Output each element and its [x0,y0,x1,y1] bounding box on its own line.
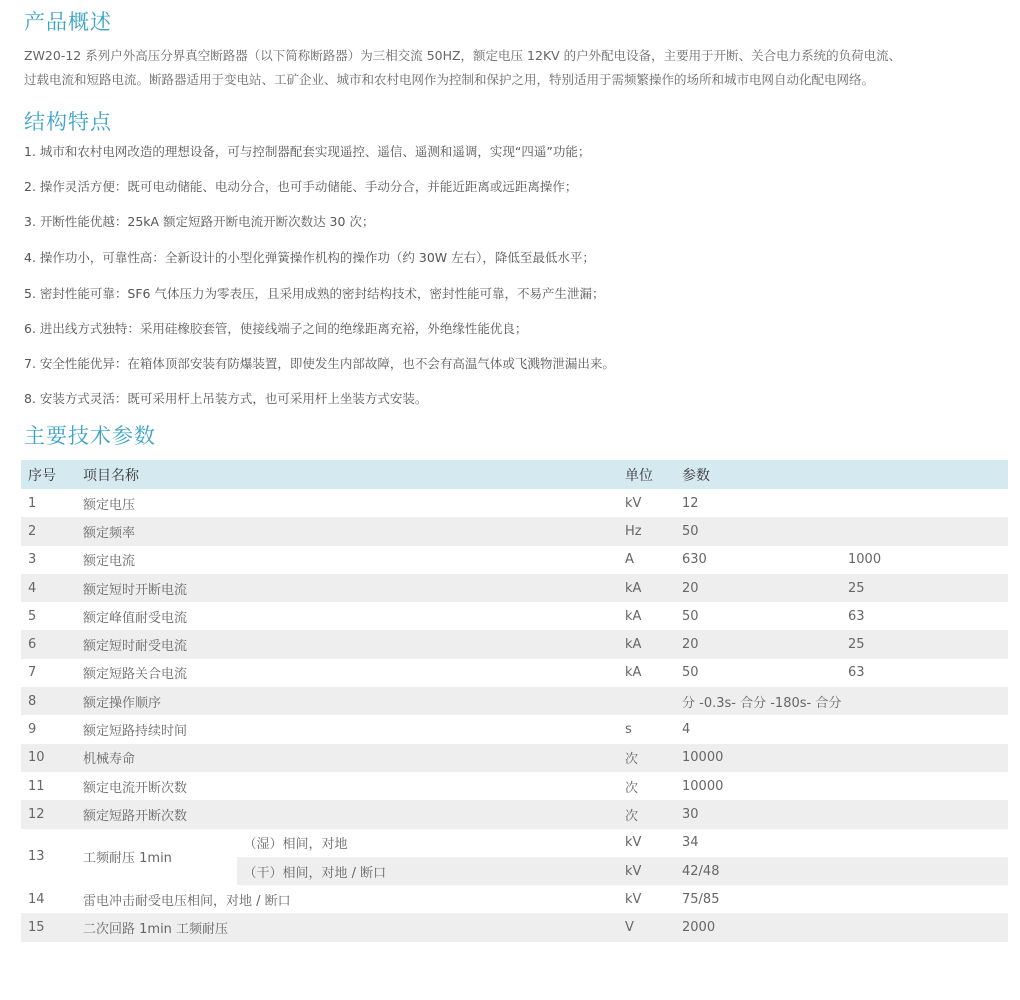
cell-unit [618,687,675,715]
cell-value-2: 1000 [841,546,1008,574]
cell-value: 630 [675,546,841,574]
cell-name: 额定峰值耐受电流 [76,602,618,630]
cell-unit: kV [618,885,675,913]
feature-item-2: 2. 操作灵活方便：既可电动储能、电动分合，也可手动储能、手动分合，并能近距离或远距离操作； [24,179,578,194]
header-name: 项目名称 [76,460,618,489]
cell-name: 额定短路持续时间 [76,715,618,743]
table-row [21,687,1008,715]
section-title-features: 结构特点 [24,110,112,134]
cell-name: 额定电流开断次数 [76,772,618,800]
cell-unit: kA [618,602,675,630]
table-row [21,602,1008,630]
cell-value: 分 -0.3s- 合分 -180s- 合分 [675,687,1008,715]
cell-unit: 次 [618,772,675,800]
cell-unit: kV [618,857,675,885]
cell-value: 50 [675,659,841,687]
header-unit: 单位 [618,460,675,489]
cell-name: 额定短路开断次数 [76,800,618,828]
cell-unit: A [618,546,675,574]
cell-value: 50 [675,517,841,545]
cell-no: 7 [21,659,76,687]
cell-name: 机械寿命 [76,744,618,772]
cell-value-2: 25 [841,630,1008,658]
table-header-row [21,460,1008,489]
cell-no: 10 [21,744,76,772]
cell-no: 4 [21,574,76,602]
cell-value-2 [841,744,1008,772]
cell-condition: （干）相间，对地 / 断口 [236,857,618,885]
table-row [21,800,1008,828]
cell-name: 工频耐压 1min [76,829,236,886]
cell-unit: s [618,715,675,743]
table-row [21,517,1008,545]
cell-value: 20 [675,630,841,658]
cell-no: 8 [21,687,76,715]
table-row [21,885,1008,913]
cell-value: 30 [675,800,841,828]
cell-unit: 次 [618,800,675,828]
cell-value: 42/48 [675,857,1008,885]
cell-no: 14 [21,885,76,913]
params-table [21,460,1008,942]
feature-item-3: 3. 开断性能优越：25kA 额定短路开断电流开断次数达 30 次； [24,214,375,229]
header-no: 序号 [21,460,76,489]
cell-value-2 [841,517,1008,545]
cell-condition: （湿）相间，对地 [236,829,618,857]
cell-value: 50 [675,602,841,630]
cell-unit: kA [618,574,675,602]
cell-no: 13 [21,829,76,886]
cell-unit: kV [618,829,675,857]
cell-value-2 [841,715,1008,743]
table-row [21,630,1008,658]
header-value: 参数 [675,460,1008,489]
cell-no: 1 [21,489,76,517]
cell-value-2: 63 [841,659,1008,687]
cell-no: 12 [21,800,76,828]
feature-item-6: 6. 进出线方式独特：采用硅橡胶套管，使接线端子之间的绝缘距离充裕，外绝缘性能优良； [24,321,528,336]
cell-unit: V [618,913,675,941]
feature-item-8: 8. 安装方式灵活：既可采用杆上吊装方式，也可采用杆上坐装方式安装。 [24,391,428,406]
cell-value-2 [841,800,1008,828]
table-row [21,659,1008,687]
cell-unit: kA [618,630,675,658]
cell-value: 75/85 [675,885,1008,913]
cell-unit: Hz [618,517,675,545]
section-title-params: 主要技术参数 [24,424,156,448]
cell-name: 额定短时耐受电流 [76,630,618,658]
cell-value: 10000 [675,772,841,800]
cell-no: 15 [21,913,76,941]
table-row [21,574,1008,602]
overview-paragraph [24,44,1014,92]
cell-name: 额定短路关合电流 [76,659,618,687]
section-title-overview: 产品概述 [24,10,112,34]
table-row [21,744,1008,772]
cell-value-2: 25 [841,574,1008,602]
cell-no: 11 [21,772,76,800]
feature-item-5: 5. 密封性能可靠：SF6 气体压力为零表压，且采用成熟的密封结构技术，密封性能可靠，不易产生泄漏； [24,286,605,301]
cell-name: 额定短时开断电流 [76,574,618,602]
cell-name: 额定电流 [76,546,618,574]
cell-name: 二次回路 1min 工频耐压 [76,913,618,941]
cell-unit: kV [618,489,675,517]
cell-name: 额定电压 [76,489,618,517]
cell-no: 3 [21,546,76,574]
cell-value: 20 [675,574,841,602]
table-row [21,489,1008,517]
cell-name: 雷电冲击耐受电压相间，对地 / 断口 [76,885,618,913]
feature-item-7: 7. 安全性能优异：在箱体顶部安装有防爆装置，即使发生内部故障，也不会有高温气体或飞溅物泄漏出来。 [24,356,615,371]
table-row [21,715,1008,743]
cell-no: 9 [21,715,76,743]
cell-no: 6 [21,630,76,658]
table-row [21,772,1008,800]
cell-value: 34 [675,829,1008,857]
cell-value: 4 [675,715,841,743]
feature-item-4: 4. 操作功小，可靠性高：全新设计的小型化弹簧操作机构的操作功（约 30W 左右），降低至最低水平； [24,250,595,265]
overview-line-1: ZW20-12 系列户外高压分界真空断路器（以下简称断路器）为三相交流 50HZ，额定电压 12KV 的户外配电设备，主要用于开断、关合电力系统的负荷电流、 [24,48,902,63]
cell-unit: 次 [618,744,675,772]
cell-value-2 [841,772,1008,800]
cell-value: 12 [675,489,841,517]
cell-no: 5 [21,602,76,630]
overview-line-2: 过载电流和短路电流。断路器适用于变电站、工矿企业、城市和农村电网作为控制和保护之用，特别适用于需频繁操作的场所和城市电网自动化配电网络。 [24,72,875,87]
cell-unit: kA [618,659,675,687]
cell-value: 2000 [675,913,1008,941]
cell-value: 10000 [675,744,841,772]
cell-value-2 [841,489,1008,517]
feature-item-1: 1. 城市和农村电网改造的理想设备，可与控制器配套实现遥控、遥信、遥测和遥调，实现“四遥”功能； [24,144,591,159]
cell-name: 额定操作顺序 [76,687,618,715]
cell-no: 2 [21,517,76,545]
table-row [21,546,1008,574]
cell-value-2: 63 [841,602,1008,630]
table-row [21,913,1008,941]
cell-name: 额定频率 [76,517,618,545]
table-row [21,829,1008,857]
